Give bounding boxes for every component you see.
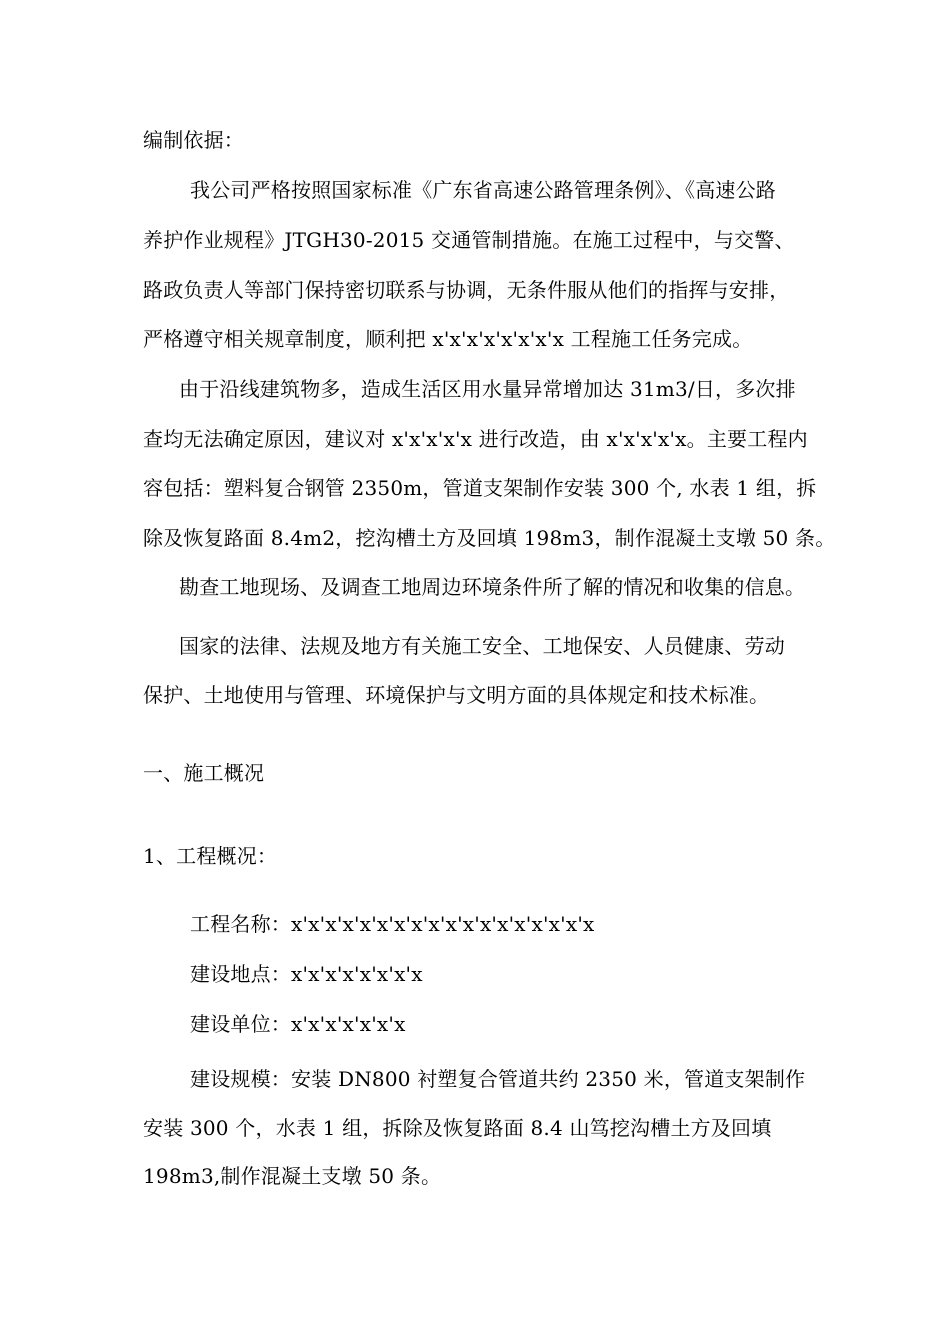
- basis-paragraph-2-line: 容包括：塑料复合钢管 2350m，管道支架制作安装 300 个, 水表 1 组，拆: [143, 476, 817, 500]
- project-name: 工程名称：x'x'x'x'x'x'x'x'x'x'x'x'x'x'x'x'x'x: [190, 912, 595, 936]
- basis-paragraph-2-line: 除及恢复路面 8.4m2，挖沟槽土方及回填 198m3，制作混凝土支墩 50 条。: [143, 526, 836, 550]
- section-heading: 一、施工概况: [143, 761, 265, 785]
- basis-paragraph-1-line: 我公司严格按照国家标准《广东省高速公路管理条例》、《高速公路: [190, 178, 776, 202]
- basis-paragraph-4-line: 国家的法律、法规及地方有关施工安全、工地保安、人员健康、劳动: [179, 634, 785, 658]
- project-unit: 建设单位：x'x'x'x'x'x'x: [190, 1012, 406, 1036]
- basis-paragraph-2-line: 由于沿线建筑物多，造成生活区用水量异常增加达 31m3/日，多次排: [179, 377, 796, 401]
- basis-paragraph-2-line: 查均无法确定原因，建议对 x'x'x'x'x 进行改造，由 x'x'x'x'x。主要工程内: [143, 427, 808, 451]
- project-scale-line: 198m3,制作混凝土支墩 50 条。: [143, 1164, 442, 1188]
- project-scale-line: 建设规模：安装 DN800 衬塑复合管道共约 2350 米，管道支架制作: [190, 1067, 806, 1091]
- basis-paragraph-3-line: 勘查工地现场、及调查工地周边环境条件所了解的情况和收集的信息。: [179, 575, 806, 599]
- project-scale-line: 安装 300 个，水表 1 组，拆除及恢复路面 8.4 山笃挖沟槽土方及回填: [143, 1116, 772, 1140]
- basis-paragraph-1-line: 路政负责人等部门保持密切联系与协调，无条件服从他们的指挥与安排，: [143, 278, 790, 302]
- basis-paragraph-1-line: 严格遵守相关规章制度，顺利把 x'x'x'x'x'x'x'x 工程施工任务完成。: [143, 327, 753, 351]
- subsection-heading: 1、工程概况：: [143, 844, 278, 868]
- basis-heading: 编制依据：: [143, 128, 244, 152]
- basis-paragraph-1-line: 养护作业规程》JTGH30-2015 交通管制措施。在施工过程中，与交警、: [143, 228, 795, 252]
- project-location: 建设地点：x'x'x'x'x'x'x'x: [190, 962, 423, 986]
- basis-paragraph-4-line: 保护、土地使用与管理、环境保护与文明方面的具体规定和技术标准。: [143, 683, 770, 707]
